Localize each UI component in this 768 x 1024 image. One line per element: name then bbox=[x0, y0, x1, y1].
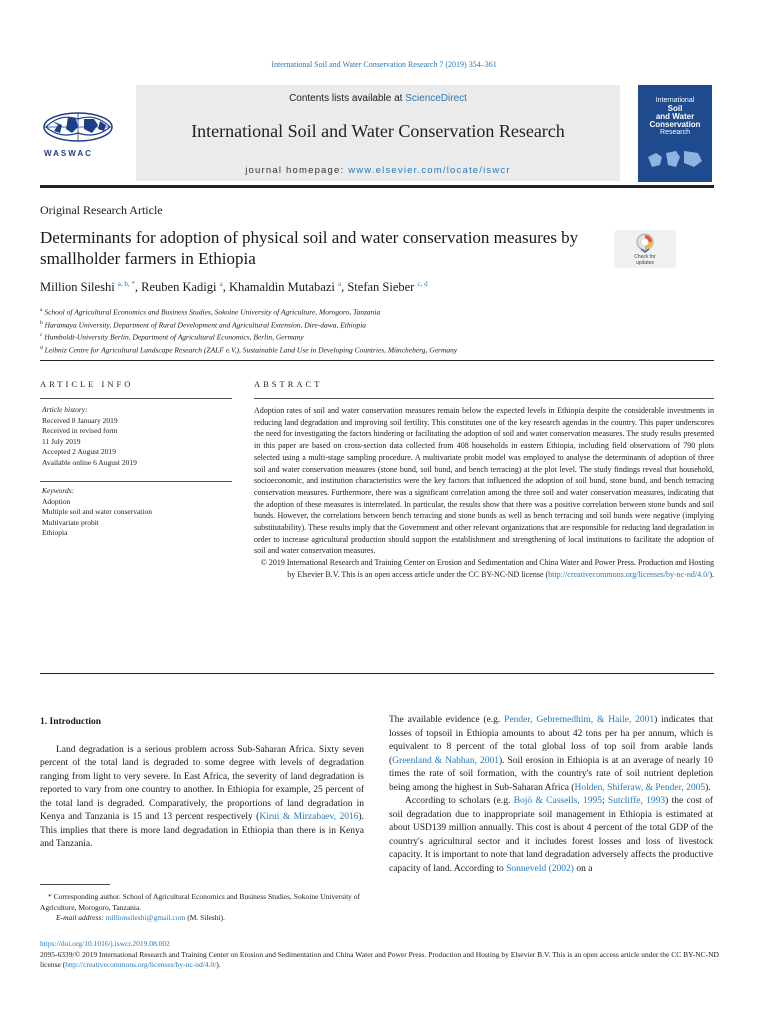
issn-end: ). bbox=[216, 960, 221, 969]
author-sup[interactable]: a bbox=[219, 280, 223, 288]
citation-link[interactable]: Sutcliffe, 1993 bbox=[607, 796, 666, 806]
article-type: Original Research Article bbox=[40, 203, 163, 217]
affiliation-text: School of Agricultural Economics and Business Studies, Sokoine University of Agriculture, Morogoro, Tanzania bbox=[44, 307, 381, 317]
citation-link[interactable]: Sonneveld (2002) bbox=[506, 863, 574, 874]
abstract-copyright bbox=[254, 557, 714, 580]
author-name[interactable]: Reuben Kadigi bbox=[141, 280, 217, 295]
abstract-rule bbox=[254, 398, 714, 399]
intro-paragraph bbox=[40, 744, 364, 852]
email-suffix: (M. Sileshi). bbox=[185, 913, 225, 922]
footnote-email-line bbox=[40, 913, 370, 924]
author-name[interactable]: Stefan Sieber bbox=[347, 280, 415, 295]
affiliation-item bbox=[40, 305, 720, 318]
check-updates-icon bbox=[636, 233, 654, 253]
paragraph-text: ). bbox=[705, 782, 711, 793]
footnote-rule bbox=[40, 884, 110, 885]
affiliation-item bbox=[40, 330, 720, 343]
paragraph-text: on a bbox=[573, 863, 593, 874]
check-badge-text bbox=[614, 254, 676, 266]
intro-paragraph bbox=[389, 795, 713, 876]
citation-link[interactable]: Pender, Gebremedhim, & Haile, 2001 bbox=[504, 715, 655, 725]
citation-link[interactable]: Holden, Shiferaw, & Pender, 2005 bbox=[574, 782, 706, 793]
journal-title: International Soil and Water Conservation Research bbox=[191, 121, 565, 141]
keyword-item: Ethiopia bbox=[42, 528, 68, 537]
bottom-notes bbox=[40, 939, 720, 971]
sciencedirect-link[interactable]: ScienceDirect bbox=[405, 93, 467, 104]
cover-line: International bbox=[655, 97, 695, 104]
citation-link[interactable]: Bojö & Cassells, 1995 bbox=[513, 796, 602, 806]
history-heading: Article history: bbox=[42, 405, 88, 414]
email-label: E-mail address: bbox=[56, 913, 106, 922]
cover-title bbox=[642, 97, 708, 137]
author-list: Million Sileshi $^{a, b, *}$, Reuben Kadigi $^a$, Khamaldin Mutabazi $^a$, Stefan Sieber $^{c, d}$ bbox=[40, 280, 428, 295]
history-item: Received in revised form bbox=[42, 426, 118, 435]
affiliations bbox=[40, 305, 720, 355]
logo-text: WASWAC bbox=[44, 149, 93, 158]
footnote-text: * Corresponding author. School of Agricultural Economics and Business Studies, Sokoine University of Agriculture, Morogoro, Tanzania. bbox=[40, 892, 361, 912]
paragraph-text: ) the cost of soil degradation due to inappropriate soil management in Ethiopia is estimated at about USD139 million annually. This cost is about 4 percent of the total GDP of the country's agricultural sector and it includes forest losses and loss of livestock capacity. It is important to note that land degradation adversely affects the productive capacity of land. According to bbox=[389, 796, 713, 874]
author-sup[interactable]: c, d bbox=[417, 280, 428, 288]
check-for-updates-button[interactable] bbox=[614, 230, 676, 268]
article-info-heading: ARTICLE INFO bbox=[40, 379, 134, 389]
contents-line bbox=[136, 93, 620, 104]
keyword-item: Multiple soil and water conservation bbox=[42, 507, 152, 516]
paragraph-text: The available evidence (e.g. bbox=[389, 715, 505, 725]
issn-line bbox=[40, 950, 720, 971]
intro-paragraph bbox=[389, 714, 713, 795]
cover-line: Conservation bbox=[649, 120, 701, 129]
affiliation-text: Haramaya University, Department of Rural Development and Agricultural Extension, Dire-dawa, Ethiopia bbox=[44, 320, 367, 329]
body-right-column bbox=[389, 714, 713, 876]
homepage-prefix: journal homepage: bbox=[245, 165, 349, 176]
affiliation-sup: c bbox=[40, 332, 43, 338]
abstract-body bbox=[254, 405, 714, 581]
history-item: Received 8 January 2019 bbox=[42, 415, 118, 425]
paragraph-text: According to scholars (e.g. bbox=[405, 796, 514, 806]
copyright-text: © 2019 International Research and Training Center on Erosion and Sedimentation and China Water and Power Press. Production and Hosting by Elsevier B.V. This is an open access article under the CC BY-NC-ND license ( bbox=[260, 558, 714, 579]
journal-cover[interactable] bbox=[638, 85, 712, 182]
copyright-end: ). bbox=[709, 569, 714, 579]
affiliation-item bbox=[40, 318, 720, 331]
paragraph-text: ). Soil erosion in Ethiopia is at an average of nearly 10 times the rate of soil formation, with the country's rate of soil nutrient depletion being among the highest in Sub-Saharan Africa ( bbox=[389, 755, 713, 793]
license-link[interactable]: http://creativecommons.org/licenses/by-nc-nd/4.0/ bbox=[548, 569, 710, 579]
email-link[interactable]: millionsileshi@gmail.com bbox=[105, 913, 186, 922]
masthead-rule bbox=[40, 185, 714, 188]
paragraph-text: Land degradation is a serious problem across Sub-Saharan Africa. Sixty seven percent of the total land is degraded to some degree with levels of degradation ranging from light to very severe. In East Africa, the severity of land degradation is reported to vary from one country to another. In Ethiopia for example, 25 percent of the total land is degraded. Comparatively, the proportions of land degradation in Kenya and Tanzania is 15 and 13 percent respectively ( bbox=[40, 744, 364, 822]
affiliation-sup: d bbox=[40, 344, 43, 351]
abstract-heading: ABSTRACT bbox=[254, 379, 323, 389]
section-heading-introduction: 1. Introduction bbox=[40, 717, 102, 727]
history-item: Accepted 2 August 2019 bbox=[42, 447, 116, 456]
affiliation-item bbox=[40, 343, 720, 356]
keyword-item: Multivariate probit bbox=[42, 517, 99, 527]
citation-link[interactable]: Greenland & Nabhan, 2001 bbox=[392, 755, 499, 766]
abstract-bottom-rule bbox=[40, 673, 714, 674]
corresponding-author-footnote bbox=[40, 892, 370, 924]
journal-citation[interactable]: International Soil and Water Conservation Research 7 (2019) 354–361 bbox=[271, 60, 497, 69]
affiliation-sup: b bbox=[40, 319, 43, 326]
author-name[interactable]: Million Sileshi bbox=[40, 280, 115, 295]
cover-line: and Water bbox=[655, 112, 695, 121]
check-badge-line: Check for bbox=[634, 254, 656, 260]
header-rule bbox=[40, 360, 714, 361]
article-title: Determinants for adoption of physical soil and water conservation measures by smallholder farmers in Ethiopia bbox=[40, 228, 579, 268]
cover-line: Soil bbox=[667, 104, 683, 113]
keywords bbox=[42, 486, 232, 539]
keywords-rule bbox=[40, 481, 232, 482]
cover-line: Research bbox=[660, 129, 690, 136]
paragraph-text: ). This implies that there is more land degradation in Ethiopia than there is in Kenya and Tanzania. bbox=[40, 812, 364, 849]
homepage-line bbox=[136, 165, 620, 176]
article-history bbox=[42, 405, 232, 468]
issn-text: 2095-6339/© 2019 International Research and Training Center on Erosion and Sedimentation and China Water and Power Press. Production and Hosting by Elsevier B.V. This is an open access article under the CC BY-NC-ND license ( bbox=[40, 949, 719, 969]
world-map-icon bbox=[646, 147, 704, 171]
contents-prefix: Contents lists available at bbox=[289, 93, 406, 104]
paragraph-text: ) indicates that losses of topsoil in Ethiopia amounts to about 42 tons per ha per annum, which is equivalent to 8 percent of the total global loss of top soil from arable lands ( bbox=[389, 715, 713, 766]
author-sup[interactable]: a, b, * bbox=[117, 280, 135, 288]
history-item: 11 July 2019 bbox=[42, 436, 81, 446]
journal-masthead bbox=[40, 85, 728, 185]
keyword-item: Adoption bbox=[42, 496, 71, 506]
doi-link[interactable]: https://doi.org/10.1016/j.iswcr.2019.08.002 bbox=[40, 939, 170, 948]
affiliation-text: Leibniz Centre for Agricultural Landscape Research (ZALF e.V.), Sustainable Land Use in Developing Countries, Müncheberg, Germany bbox=[44, 345, 458, 354]
history-item: Available online 6 August 2019 bbox=[42, 457, 137, 467]
affiliation-sup: a bbox=[40, 307, 43, 313]
author-name[interactable]: Khamaldin Mutabazi bbox=[228, 280, 335, 295]
body-left-column bbox=[40, 716, 364, 852]
citation-link[interactable]: Kirui & Mirzabaev, 2016 bbox=[259, 812, 359, 822]
abstract-text: Adoption rates of soil and water conservation measures remain below the expected levels in Ethiopia despite the considerable investments in reducing land degradation and improving soil fertility. This constitutes one of the key research agendas in the country. This paper underscores the need for investigating the factors hindering or facilitating the adoption of soil and water conservation measures. The study results presented in this paper are based on cross-section data collected from 408 households in eastern Ethiopia, including field observations of 790 plots selected using a multi-stage sampling procedure. A multivariate probit model was employed to analyse the determinants of adoption of three soil and water conservation measures (stone bund, soil bund, and bench terracing) at the plot level. The study findings reveal that household, socioeconomic, and institution characteristics were the key factors that influenced the adoption of soil bund, stone bund, and bench terracing conservation measures. Furthermore, there was a significant correlation among the three soil and water conservation measures, indicating that the adoption of these measures is interrelated. In particular, the results show that there was a positive correlation between stone bunds and soil bunds. However, the correlations between bench terracing and stone bunds as well as bench terracing and soil bunds were negative (implying substitutability). These results imply that the Government and other relevant organizations that are responsible for reducing land degradation in order to increase agricultural production should support the establishment and strengthening of local institutions to facilitate the adoption of soil and water conservation measures. bbox=[254, 406, 714, 556]
masthead-band bbox=[136, 85, 620, 181]
check-badge-line: updates bbox=[636, 260, 654, 266]
keywords-heading: Keywords: bbox=[42, 486, 75, 495]
article-info-rule bbox=[40, 398, 232, 399]
affiliation-text: Humboldt-University Berlin, Department of Agricultural Economics, Berlin, Germany bbox=[44, 332, 304, 342]
paragraph-text: ; bbox=[601, 796, 608, 806]
author-sup[interactable]: a bbox=[337, 280, 342, 288]
homepage-link[interactable]: www.elsevier.com/locate/iswcr bbox=[348, 165, 511, 176]
bottom-license-link[interactable]: http://creativecommons.org/licenses/by-nc-nd/4.0/ bbox=[65, 960, 217, 969]
